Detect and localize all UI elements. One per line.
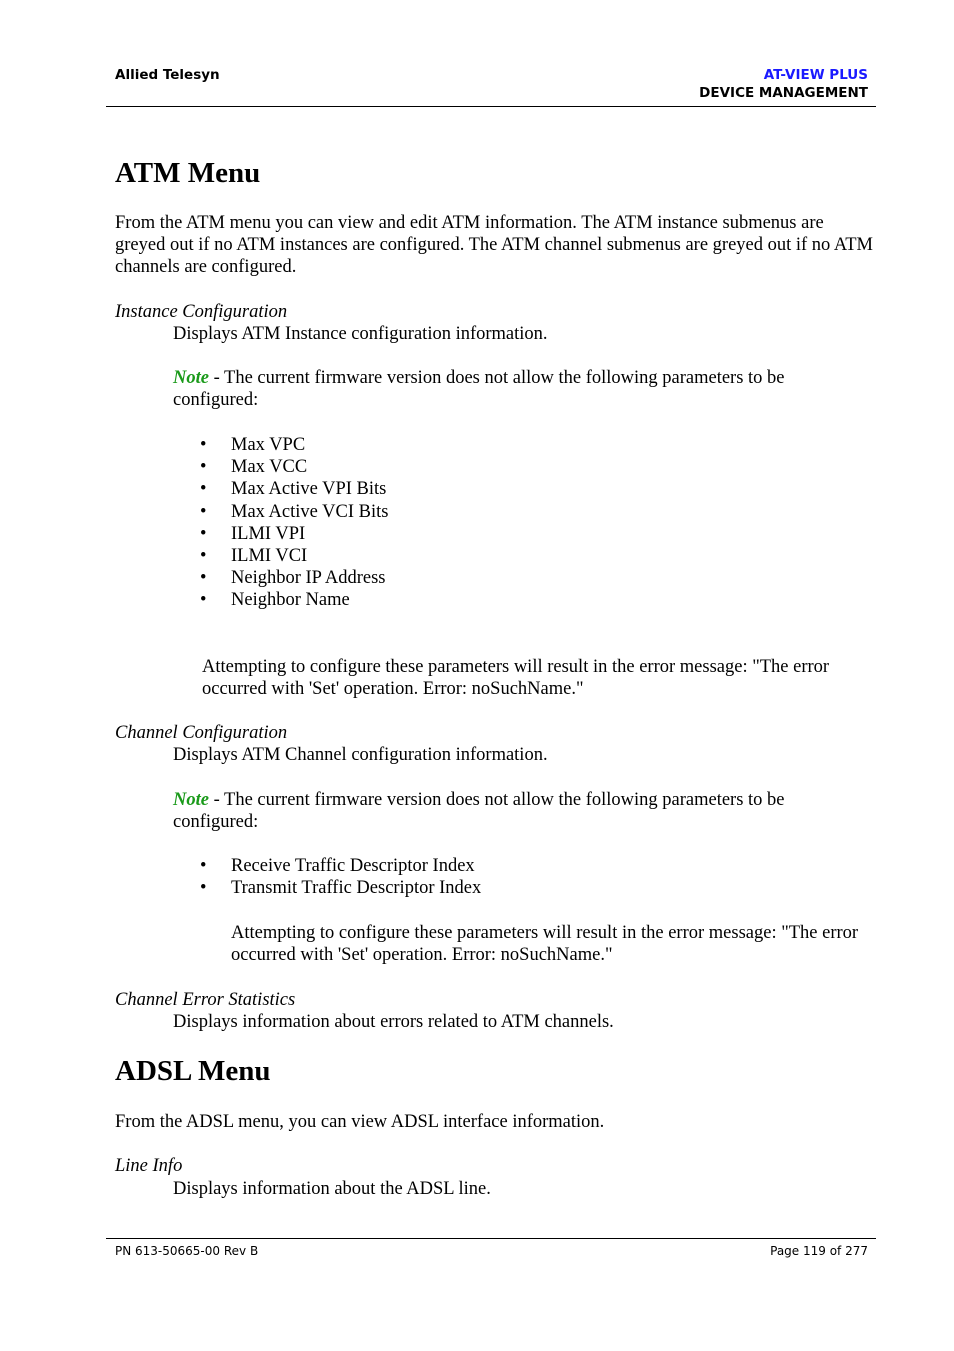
list-item: • ILMI VCI [200,545,388,567]
line-info-heading: Line Info [115,1156,183,1176]
list-item: • Max VCC [200,456,388,478]
list-item: • ILMI VPI [200,523,388,545]
adsl-menu-title: ADSL Menu [115,1055,271,1087]
header-product: AT-VIEW PLUS [763,67,868,83]
channel-error-text: Attempting to configure these parameters will result in the error message: "The error occurred with 'Set' operation. Error: noSuchName." [231,923,859,965]
line-info-desc: Displays information about the ADSL line. [173,1179,491,1199]
instance-config-heading: Instance Configuration [115,302,288,322]
instance-param-list [200,434,388,612]
atm-menu-title: ATM Menu [115,157,261,189]
header-section: DEVICE MANAGEMENT [699,85,868,101]
footer-rule [106,1238,876,1239]
list-item: • Max Active VPI Bits [200,478,388,500]
list-item: • Max VPC [200,434,388,456]
channel-error-stats-desc: Displays information about errors related to ATM channels. [173,1012,614,1032]
channel-error-stats-heading: Channel Error Statistics [115,990,296,1010]
header-company: Allied Telesyn [115,67,220,83]
list-item: • Neighbor Name [200,589,388,611]
footer-page-number: Page 119 of 277 [770,1244,868,1258]
list-item: • Transmit Traffic Descriptor Index [200,877,481,899]
instance-config-desc: Displays ATM Instance configuration information. [173,324,548,344]
header-rule [106,106,876,107]
channel-param-list [200,855,481,899]
channel-config-heading: Channel Configuration [115,723,288,743]
channel-note [173,789,873,833]
adsl-intro: From the ADSL menu, you can view ADSL interface information. [115,1112,605,1132]
note-text: - The current firmware version does not allow the following parameters to be configured: [173,790,785,832]
list-item: • Max Active VCI Bits [200,501,388,523]
list-item: • Receive Traffic Descriptor Index [200,855,481,877]
list-item: • Neighbor IP Address [200,567,388,589]
atm-intro: From the ATM menu you can view and edit ATM information. The ATM instance submenus are greyed out if no ATM instances are configured. The ATM channel submenus are greyed out if no ATM channels are configured. [115,213,873,277]
note-label: Note [173,790,209,810]
instance-note [173,367,873,411]
footer-part-number: PN 613-50665-00 Rev B [115,1244,259,1258]
channel-config-desc: Displays ATM Channel configuration information. [173,745,548,765]
instance-error-text: Attempting to configure these parameters will result in the error message: "The error occurred with 'Set' operation. Error: noSuchName." [202,657,830,699]
note-label: Note [173,368,209,388]
note-text: - The current firmware version does not allow the following parameters to be configured: [173,368,785,410]
